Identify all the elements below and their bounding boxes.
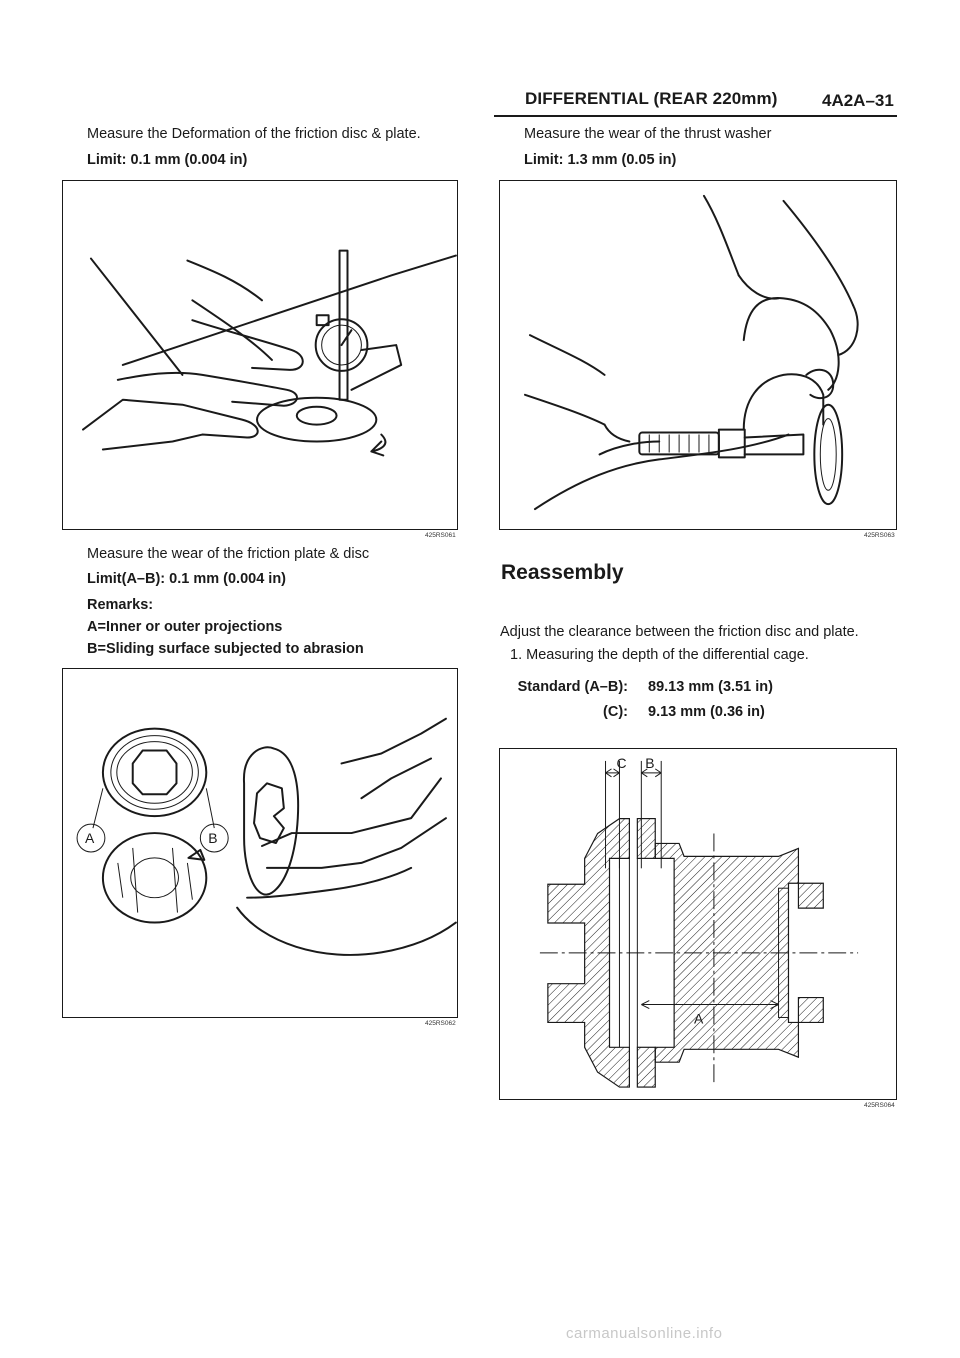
- deformation-limit: Limit: 0.1 mm (0.004 in): [87, 152, 248, 168]
- figure-micrometer: [499, 180, 897, 530]
- figure-friction-plate: [62, 668, 458, 1018]
- page-header-title: DIFFERENTIAL (REAR 220mm): [525, 89, 778, 108]
- standard-ab-label: Standard (A–B):: [517, 679, 628, 695]
- dim-label-b: B: [645, 754, 655, 771]
- figure-differential-cage: [499, 748, 897, 1100]
- label-a: A: [85, 830, 95, 846]
- standard-ab-value: 89.13 mm (3.51 in): [648, 679, 773, 695]
- micrometer-illustration: [500, 181, 896, 529]
- deformation-instruction: Measure the Deformation of the friction disc & plate.: [87, 126, 421, 142]
- wear-instruction: Measure the wear of the friction plate & disc: [87, 546, 370, 562]
- footer-watermark: carmanualsonline.info: [566, 1325, 723, 1342]
- figure-code: 425RS061: [425, 532, 456, 539]
- section-title-reassembly: Reassembly: [501, 561, 624, 584]
- thrust-washer-limit: Limit: 1.3 mm (0.05 in): [524, 152, 677, 168]
- figure-code: 425RS063: [864, 532, 895, 539]
- figure-dial-gauge: [62, 180, 458, 530]
- friction-plate-illustration: [63, 669, 457, 1017]
- page-number: 4A2A–31: [822, 91, 894, 110]
- remarks-label: Remarks:: [87, 597, 154, 613]
- remark-a: A=Inner or outer projections: [87, 619, 283, 635]
- standard-c-label: (C):: [603, 704, 628, 720]
- dim-label-a: A: [694, 1010, 704, 1027]
- step-1-measure-depth: 1. Measuring the depth of the differential cage.: [510, 647, 809, 663]
- remark-b: B=Sliding surface subjected to abrasion: [87, 641, 364, 657]
- standard-c-value: 9.13 mm (0.36 in): [648, 704, 765, 720]
- adjust-clearance-instruction: Adjust the clearance between the friction disc and plate.: [500, 624, 859, 640]
- thrust-washer-instruction: Measure the wear of the thrust washer: [524, 126, 772, 142]
- dim-label-c: C: [616, 754, 627, 771]
- wear-limit: Limit(A–B): 0.1 mm (0.004 in): [87, 571, 287, 587]
- dial-gauge-illustration: [63, 181, 457, 529]
- figure-code: 425RS062: [425, 1020, 456, 1027]
- label-b: B: [208, 830, 218, 846]
- differential-cage-section: [500, 749, 896, 1099]
- header-rule: [494, 115, 897, 117]
- figure-code: 425RS064: [864, 1102, 895, 1109]
